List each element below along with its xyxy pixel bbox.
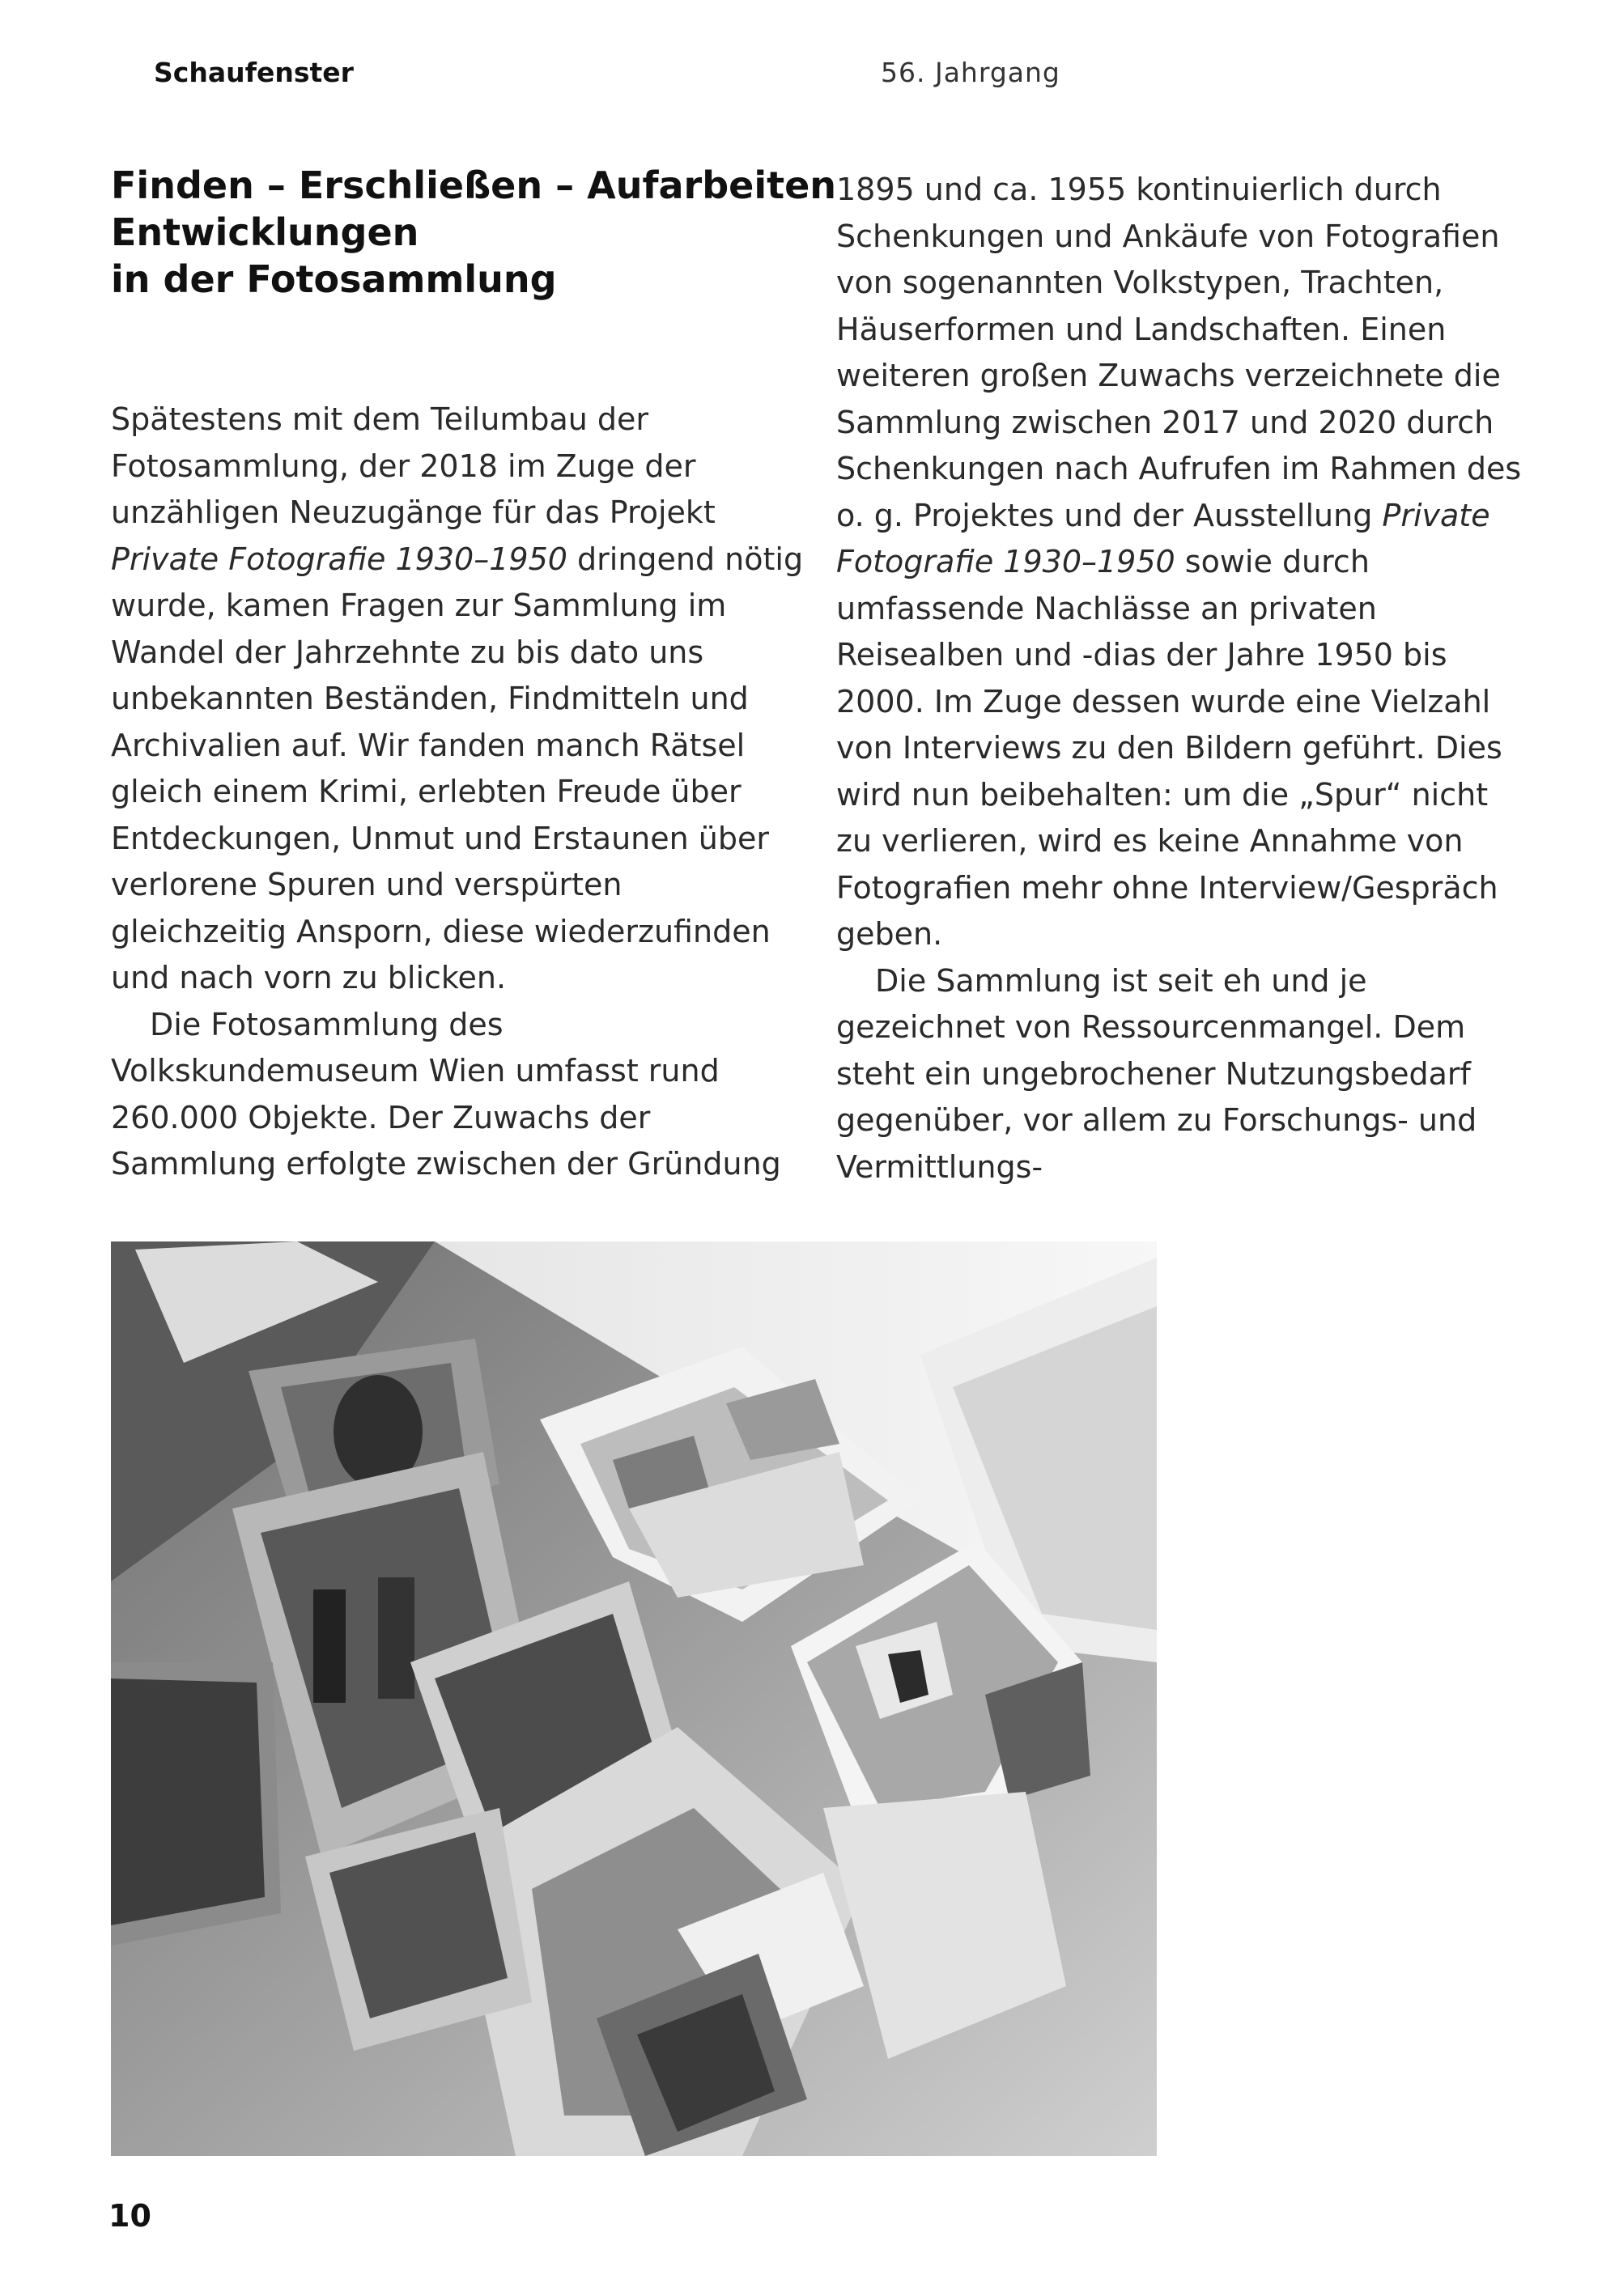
paragraph-2-start: Die Fotosammlung des Volkskundemuseum Wien umfasst rund 260.000 Objekte. Der Zuwachs der Sammlung erfolgte zwischen der Gründung bbox=[111, 1006, 781, 1182]
running-header-volume: 56. Jahrgang bbox=[881, 57, 1060, 88]
text-column-right bbox=[836, 167, 1532, 1190]
paragraph-3: Die Sammlung ist seit eh und je gezeichnet von Ressourcenmangel. Dem steht ein ungebrochener Nutzungsbedarf gegenüber, vor allem zu Forschungs- und Vermittlungs- bbox=[836, 962, 1477, 1185]
exhibition-title: Private Fotografie 1930–1950 bbox=[836, 497, 1490, 579]
paragraph-1: Spätestens mit dem Teilumbau der Fotosammlung, der 2018 im Zuge der unzähligen Neuzugänge für das Projekt Private Fotografie 1930–1950 dringend nötig wurde, kamen Fragen zur Sammlung im Wandel der Jahrzehnte zu bis dato uns unbekannten Beständen, Findmitteln und Archivalien auf. Wir fanden manch Rätsel gleich einem Krimi, erlebten Freude über Entdeckungen, Unmut und Erstaunen über verlorene Spuren und verspürten gleichzeitig Ansporn, diese wiederzufinden und nach vorn zu blicken. bbox=[111, 401, 804, 995]
text-column-left bbox=[111, 397, 807, 1188]
page-number: 10 bbox=[108, 2198, 151, 2234]
running-header-section: Schaufenster bbox=[154, 57, 354, 88]
archive-boxes-photo bbox=[111, 1241, 1157, 2156]
title-line-3: in der Fotosammlung bbox=[111, 257, 557, 301]
title-line-2: Entwicklungen bbox=[111, 210, 419, 254]
article-title bbox=[111, 162, 839, 303]
title-line-1: Finden – Erschließen – Aufarbeiten bbox=[111, 163, 837, 207]
paragraph-2-continued: 1895 und ca. 1955 kontinuierlich durch Schenkungen und Ankäufe von Fotografien von sogenannten Volkstypen, Trachten, Häuserformen und Landschaften. Einen weiteren großen Zuwachs verzeichnete die Sammlung zwischen 2017 und 2020 durch Schenkungen nach Aufrufen im Rahmen des o. g. Projektes und der Ausstellung Private Fotografie 1930–1950 sowie durch umfassende Nachlässe an privaten Reisealben und -dias der Jahre 1950 bis 2000. Im Zuge dessen wurde eine Vielzahl von Interviews zu den Bildern geführt. Dies wird nun beibehalten: um die „Spur“ nicht zu verlieren, wird es keine Annahme von Fotografien mehr ohne Interview/Gespräch geben. bbox=[836, 172, 1522, 952]
project-title: Private Fotografie 1930–1950 bbox=[111, 541, 567, 577]
